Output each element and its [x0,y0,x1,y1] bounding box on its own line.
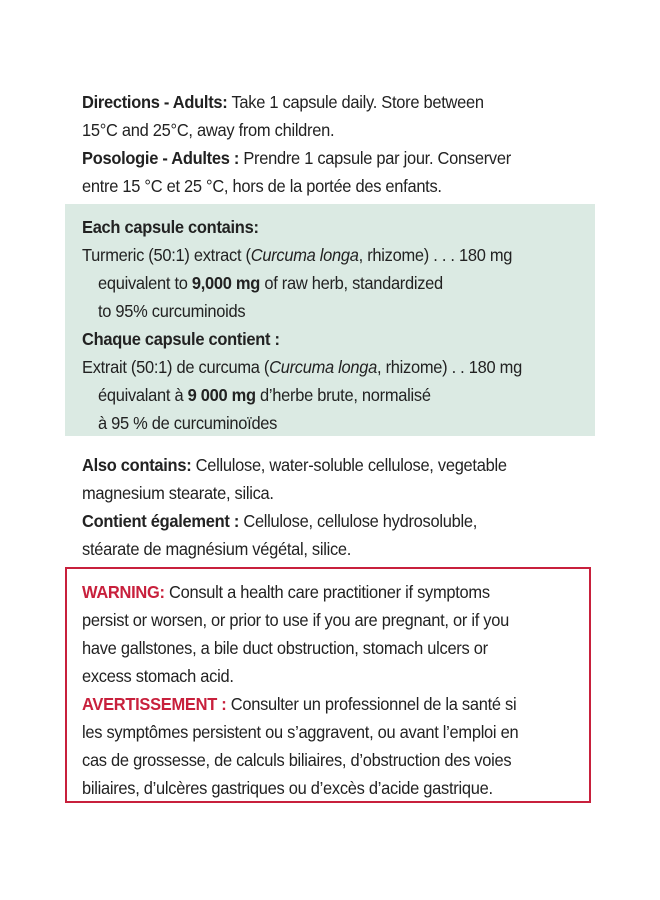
warning-en-line-1 [82,578,518,606]
ingredients-en-equiv-prefix: equivalent to [97,273,192,293]
ingredients-en-equiv-suffix: of raw herb, standardized [260,273,443,293]
warning-fr-line-2: les symptômes persistent ou s’aggravent, ou avant l’emploi en [82,722,519,742]
ingredients-fr-item-latin: Curcuma longa [269,357,378,377]
directions-en-line-2: 15°C and 25°C, away from children. [82,120,335,140]
warning-en-line-4: excess stomach acid. [82,666,234,686]
ingredients-fr-equiv-suffix: d’herbe brute, normalisé [255,385,431,405]
ingredients-fr-equiv-amount: 9 000 mg [187,385,256,405]
also-fr-line-2: stéarate de magnésium végétal, silice. [82,539,352,559]
also-contains-section [82,451,507,563]
warning-fr-text-1: Consulter un professionnel de la santé si [226,694,517,714]
also-fr-line-1 [82,507,507,535]
also-en-line-1 [82,451,507,479]
ingredients-en-item-prefix: Turmeric (50:1) extract ( [82,245,251,265]
directions-section [82,88,511,200]
ingredients-en-standard: to 95% curcuminoids [97,301,246,321]
ingredients-en-equiv-amount: 9,000 mg [191,273,261,293]
ingredients-fr-item-amount: . . 180 mg [447,357,522,377]
also-en-text-1: Cellulose, water-soluble cellulose, vegetable [191,455,507,475]
ingredients-en-heading: Each capsule contains: [82,217,259,237]
ingredients-fr-item-suffix: , rhizome) [377,357,448,377]
warning-fr-line-4: biliaires, d’ulcères gastriques ou d’excès d’acide gastrique. [82,778,493,798]
also-fr-label: Contient également : [82,511,240,531]
ingredients-en-item-amount: . . . 180 mg [428,245,513,265]
warning-en-line-2: persist or worsen, or prior to use if you are pregnant, or if you [82,610,509,630]
ingredients-fr-equivalent [82,381,522,409]
ingredients-en-item-latin: Curcuma longa [250,245,359,265]
directions-fr-label: Posologie - Adultes : [82,148,240,168]
ingredients-fr-item-prefix: Extrait (50:1) de curcuma ( [82,357,270,377]
warning-fr-line-1 [82,690,518,718]
ingredients-fr-equiv-prefix: équivalant à [97,385,188,405]
directions-en-label: Directions - Adults: [82,92,228,112]
warning-en-line-3: have gallstones, a bile duct obstruction, stomach ulcers or [82,638,488,658]
also-en-line-2: magnesium stearate, silica. [82,483,274,503]
ingredients-en-item [82,241,522,269]
ingredients-section [82,213,522,437]
warning-fr-label: AVERTISSEMENT : [82,694,227,714]
ingredients-en-equivalent [82,269,522,297]
ingredients-fr-item [82,353,522,381]
directions-fr-line-1 [82,144,511,172]
directions-en-text-1: Take 1 capsule daily. Store between [227,92,484,112]
directions-fr-text-1: Prendre 1 capsule par jour. Conserver [239,148,511,168]
ingredients-fr-standard: à 95 % de curcuminoïdes [97,413,278,433]
warning-en-label: WARNING: [82,582,165,602]
also-en-label: Also contains: [82,455,192,475]
ingredients-fr-heading: Chaque capsule contient : [82,329,280,349]
also-fr-text-1: Cellulose, cellulose hydrosoluble, [239,511,477,531]
warning-fr-line-3: cas de grossesse, de calculs biliaires, d’obstruction des voies [82,750,512,770]
warning-en-text-1: Consult a health care practitioner if symptoms [164,582,490,602]
warning-section [82,578,518,802]
directions-fr-line-2: entre 15 °C et 25 °C, hors de la portée des enfants. [82,176,442,196]
directions-en-line-1 [82,88,511,116]
ingredients-en-item-suffix: , rhizome) [358,245,429,265]
